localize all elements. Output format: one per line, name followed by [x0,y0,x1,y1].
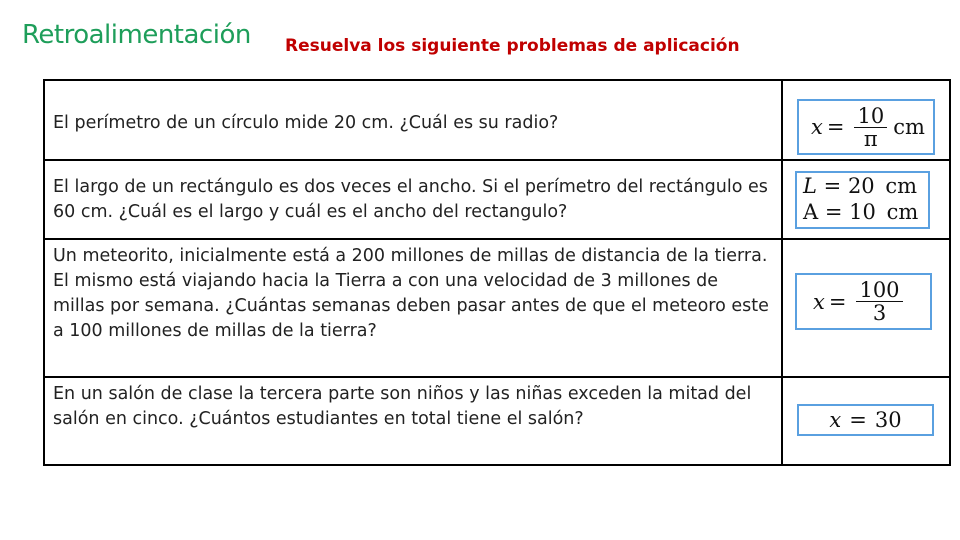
answer-box-1 [797,99,935,155]
answer-4-value: 30 [874,408,902,432]
answer-4-var: x [829,408,842,432]
page-title: Retroalimentación [22,20,251,50]
answer-1-denominator: π [863,126,878,151]
problem-answer-cell-2 [782,160,950,239]
problems-table [43,79,951,466]
answer-2-unit-1: cm [885,174,918,198]
problem-question-4: En un salón de clase la tercera parte son niños y las niñas exceden la mitad del salón en cinco. ¿Cuántos estudiantes en total tiene el salón? [44,377,782,465]
answer-3-eq: = [828,289,847,314]
answer-1-eq: = [826,115,845,139]
answer-2-var-2: A [803,200,819,224]
answer-box-2 [795,171,930,229]
answer-2-eq-1: = [823,174,842,198]
page-subtitle: Resuelva los siguiente problemas de aplicación [285,36,740,56]
answer-4-eq: = [849,408,867,432]
problem-row-3 [44,239,950,377]
problem-question-1: El perímetro de un círculo mide 20 cm. ¿Cuál es su radio? [44,80,782,160]
answer-2-line-1 [803,173,928,199]
answer-2-line-2 [803,199,928,225]
answer-3-denominator: 3 [872,301,887,325]
answer-1-unit: cm [893,115,925,139]
problem-row-1 [44,80,950,160]
problem-answer-cell-4 [782,377,950,465]
answer-box-3 [795,273,932,330]
answer-box-4 [797,404,934,436]
problem-row-4 [44,377,950,465]
problem-row-2 [44,160,950,239]
answer-2-unit-2: cm [886,200,919,224]
answer-3-numerator: 100 [856,279,902,302]
problem-question-3: Un meteorito, inicialmente está a 200 millones de millas de distancia de la tierra. El mismo está viajando hacia la Tierra a con una velocidad de 3 millones de millas por semana. ¿Cuántas semanas deben pasar antes de que el meteoro este a 100 millones de millas de la tierra? [44,239,782,377]
answer-1-numerator: 10 [854,105,887,128]
answer-1-var: x [811,115,823,139]
answer-2-eq-2: = [824,200,843,224]
answer-2-value-2: 10 [849,200,876,224]
problem-question-2: El largo de un rectángulo es dos veces el ancho. Si el perímetro del rectángulo es 60 cm. ¿Cuál es el largo y cuál es el ancho del rectangulo? [44,160,782,239]
answer-2-var-1: L [803,174,817,198]
problem-answer-cell-1 [782,80,950,160]
answer-2-value-1: 20 [847,174,875,198]
answer-3-fraction [856,279,902,324]
answer-3-var: x [813,289,825,314]
problem-answer-cell-3 [782,239,950,377]
answer-1-fraction [854,105,887,150]
